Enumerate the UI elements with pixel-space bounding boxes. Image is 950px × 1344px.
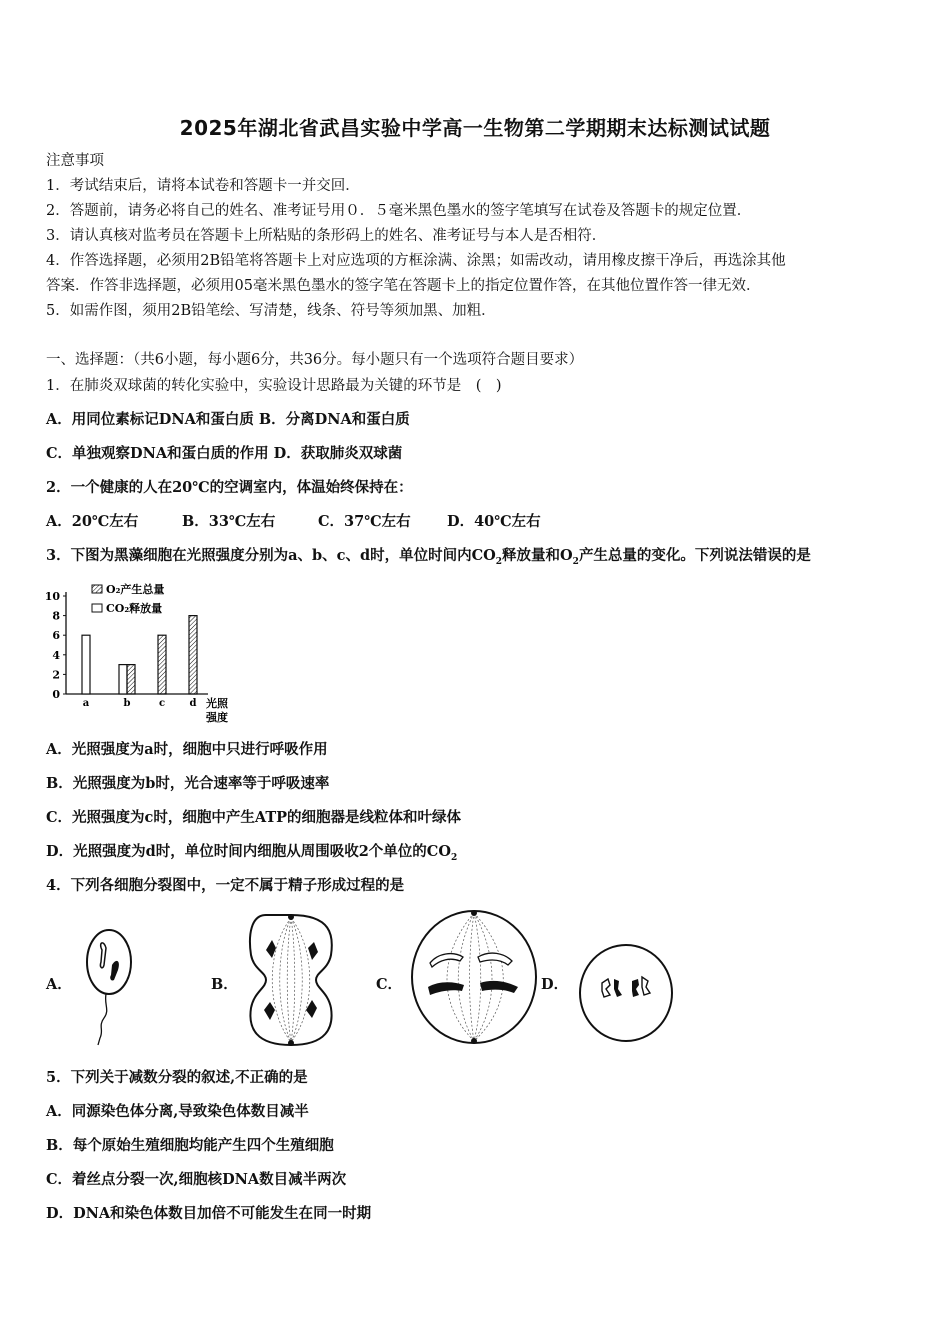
q3-sub-o2: 2 (572, 556, 579, 567)
y-tick-label: 6 (52, 629, 60, 643)
q3-option-d-text: D．光照强度为d时，单位时间内细胞从周围吸收2个单位的CO (46, 843, 451, 860)
q3-option-a: A．光照强度为a时，细胞中只进行呼吸作用 (46, 741, 328, 758)
x-axis-label-line1: 光照 (206, 697, 228, 710)
q4-figures (46, 905, 906, 1050)
bar-co2 (119, 665, 127, 694)
q3-option-d (46, 842, 457, 868)
y-tick-label: 4 (52, 648, 60, 662)
q5-stem: 5．下列关于减数分裂的叙述,不正确的是 (46, 1069, 308, 1086)
x-tick-label: a (82, 698, 90, 709)
bar-co2 (82, 635, 90, 694)
legend-co2-label: CO₂释放量 (106, 602, 163, 615)
legend-swatch-o2 (92, 585, 102, 593)
q1-stem: 1．在肺炎双球菌的转化实验中，实验设计思路最为关键的环节是 ( ) (46, 378, 502, 394)
section-heading: 一、选择题：（共6小题，每小题6分，共36分。每小题只有一个选项符合题目要求） (46, 352, 584, 368)
q2-option-d: D．40℃左右 (447, 513, 541, 530)
note-item: 4．作答选择题，必须用2B铅笔将答题卡上对应选项的方框涂满、涂黑；如需改动，请用橡皮擦干净后，再选涂其他 (46, 253, 786, 269)
note-item: 答案．作答非选择题，必须用05毫米黑色墨水的签字笔在答题卡上的指定位置作答，在其他位置作答一律无效． (46, 278, 761, 294)
bar-o2 (127, 665, 135, 694)
x-tick-label: c (158, 698, 166, 709)
y-tick-label: 8 (52, 609, 60, 623)
note-item: 3．请认真核对监考员在答题卡上所粘贴的条形码上的姓名、准考证号与本人是否相符． (46, 228, 607, 244)
q4-label-a: A． (46, 976, 72, 993)
q3-stem-post: 产生总量的变化。下列说法错误的是 (578, 547, 811, 564)
x-tick-label: b (123, 698, 131, 709)
x-axis-label-line2: 强度 (206, 711, 228, 724)
q5-option-b: B．每个原始生殖细胞均能产生四个生殖细胞 (46, 1137, 334, 1154)
q2-stem: 2．一个健康的人在20℃的空调室内，体温始终保持在： (46, 479, 413, 496)
y-tick-label: 10 (44, 590, 60, 603)
legend-swatch-co2 (92, 604, 102, 612)
q3-bar-chart (40, 576, 230, 728)
q2-option-b: B．33℃左右 (182, 513, 276, 530)
q4-stem: 4．下列各细胞分裂图中，一定不属于精子形成过程的是 (46, 877, 405, 894)
chart-bars (82, 616, 197, 694)
notes-heading: 注意事项 (46, 153, 104, 169)
q1-options-ab: A．用同位素标记DNA和蛋白质 B．分离DNA和蛋白质 (46, 411, 410, 428)
legend-o2-label: O₂产生总量 (106, 583, 165, 596)
cell-c-figure (408, 905, 540, 1050)
q4-label-c: C． (376, 976, 403, 993)
q3-option-c: C．光照强度为c时，细胞中产生ATP的细胞器是线粒体和叶绿体 (46, 809, 462, 826)
q3-stem-mid: 释放量和O (502, 547, 573, 564)
chart-legend (92, 582, 164, 615)
note-item: 2．答题前，请务必将自己的姓名、准考证号用０．５毫米黑色墨水的签字笔填写在试卷及答题卡的规定位置． (46, 203, 752, 219)
note-item: 5．如需作图，须用2B铅笔绘、写清楚，线条、符号等须加黑、加粗． (46, 303, 496, 319)
q4-label-b: B． (211, 976, 238, 993)
q5-option-a: A．同源染色体分离,导致染色体数目减半 (46, 1103, 309, 1120)
q3-stem-pre: 3．下图为黑藻细胞在光照强度分别为a、b、c、d时，单位时间内CO (46, 547, 496, 564)
bar-o2 (158, 635, 166, 694)
q2-option-a: A．20℃左右 (46, 513, 139, 530)
q3-stem (46, 546, 811, 572)
page-title: 2025年湖北省武昌实验中学高一生物第二学期期末达标测试试题 (179, 116, 771, 140)
cell-d-figure (576, 943, 676, 1047)
cell-b-figure (246, 910, 346, 1050)
q3-option-b: B．光照强度为b时，光合速率等于呼吸速率 (46, 775, 330, 792)
q5-option-d: D．DNA和染色体数目加倍不可能发生在同一时期 (46, 1205, 372, 1222)
bar-o2 (189, 616, 197, 694)
q3-sub-co2: 2 (495, 556, 503, 567)
y-tick-label: 2 (52, 668, 60, 682)
cell-a-figure (74, 920, 174, 1050)
q5-option-c: C．着丝点分裂一次,细胞核DNA数目减半两次 (46, 1171, 347, 1188)
q1-options-cd: C．单独观察DNA和蛋白质的作用 D．获取肺炎双球菌 (46, 445, 403, 462)
q4-label-d: D． (541, 976, 569, 993)
y-tick-label: 0 (52, 688, 60, 701)
q3-option-d-sub: 2 (450, 852, 458, 863)
x-tick-label: d (189, 698, 197, 709)
note-item: 1．考试结束后，请将本试卷和答题卡一并交回． (46, 178, 360, 194)
q2-option-c: C．37℃左右 (318, 513, 411, 530)
